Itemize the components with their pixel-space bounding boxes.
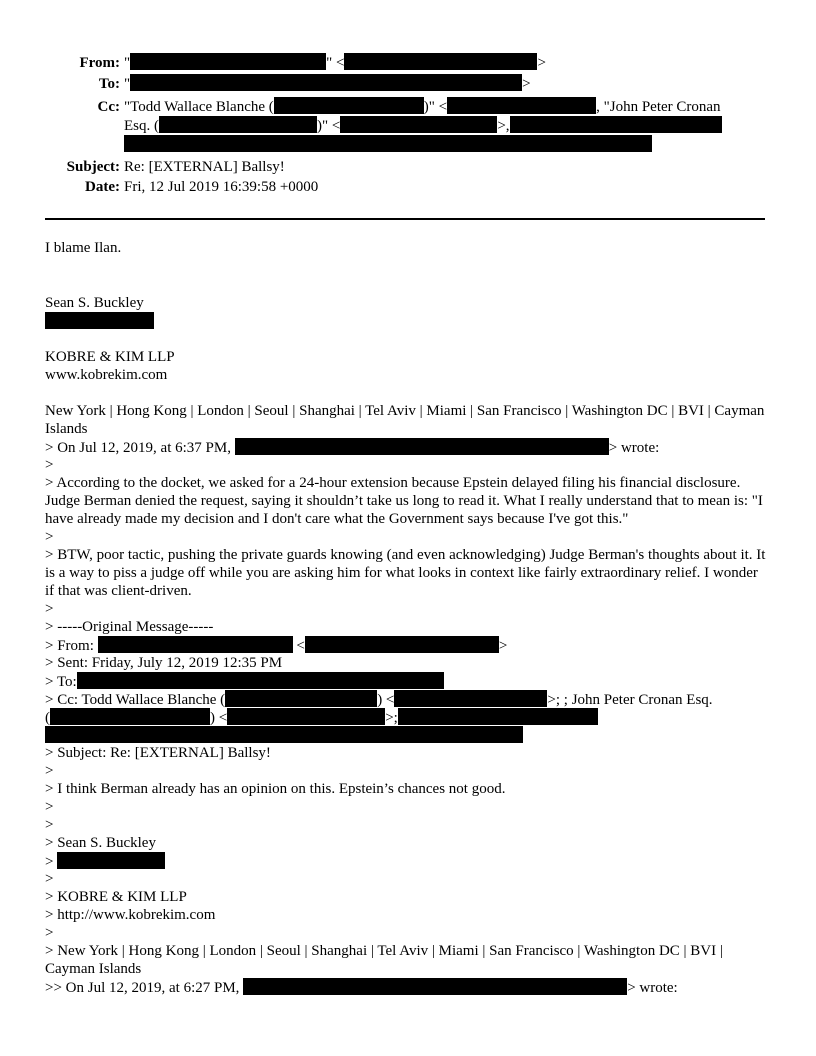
quote-marker: > (45, 871, 54, 887)
redaction-box (130, 53, 326, 70)
quoted-website: > http://www.kobrekim.com (45, 907, 216, 923)
quoted-to: > To: (45, 672, 770, 690)
gt-mark: > (537, 55, 546, 71)
redaction-box (510, 116, 722, 133)
quote-marker: > (45, 817, 54, 833)
firm-website: www.kobrekim.com (45, 367, 168, 383)
quote-mark: " (124, 76, 131, 92)
quoted-cc-2: ( ) < >; (45, 708, 770, 726)
quote-marker: > (45, 925, 54, 941)
redaction-box (340, 116, 497, 133)
cc-row-3 (0, 135, 816, 155)
subject-row (0, 157, 816, 177)
reply-text: I blame Ilan. (45, 240, 122, 256)
cc-paren: )" < (317, 118, 341, 134)
quoted-think: > I think Berman already has an opinion on this. Epstein’s chances not good. (45, 781, 506, 797)
redaction-box (50, 708, 210, 725)
redaction-box (227, 708, 385, 725)
quoted-on-line-2: >> On Jul 12, 2019, at 6:27 PM, > wrote: (45, 980, 678, 996)
signature-name: Sean S. Buckley (45, 295, 144, 311)
subject-value: Re: [EXTERNAL] Ballsy! (124, 159, 285, 175)
from-label: From: (79, 55, 120, 71)
quoted-redacted: > (45, 852, 770, 870)
date-value: Fri, 12 Jul 2019 16:39:58 +0000 (124, 179, 319, 195)
cc-row (0, 97, 816, 117)
quote-marker: > (45, 763, 54, 779)
to-row (0, 74, 816, 94)
redaction-box (274, 97, 424, 114)
from-row (0, 53, 816, 73)
gt-mark: > (522, 76, 531, 92)
redaction-box (124, 135, 652, 152)
date-label: Date: (85, 179, 120, 195)
redaction-box (398, 708, 598, 725)
cc-row-2 (0, 116, 816, 136)
office-list: New York | Hong Kong | London | Seoul | Shanghai | Tel Aviv | Miami | San Francisco | Washington DC | BVI | Cayman Islands (45, 403, 765, 437)
quoted-office-list: > New York | Hong Kong | London | Seoul | Shanghai | Tel Aviv | Miami | San Francisco | Washington DC | BVI | Cayman Islands (45, 943, 723, 977)
redaction-box (159, 116, 317, 133)
cc-gt-comma: >, (497, 118, 510, 134)
cc-name-cronan: , "John Peter Cronan (596, 99, 721, 115)
redaction-box (130, 74, 522, 91)
date-row (0, 177, 816, 197)
redaction-box (394, 690, 547, 707)
btw-paragraph: > BTW, poor tactic, pushing the private guards knowing (and even acknowledging) Judge Berman's thoughts about it. It is a way to piss a judge off while you are asking him for what looks in context like fairly extraordinary relief. I wonder if that was client-driven. (45, 547, 766, 599)
cc-name-blanche: "Todd Wallace Blanche ( (124, 99, 274, 115)
redaction-box (57, 852, 165, 869)
cc-label: Cc: (97, 99, 120, 115)
cc-paren: )" < (423, 99, 448, 115)
redaction-box (225, 690, 377, 707)
quote-marker: > (45, 529, 54, 545)
quote-marker: > (45, 601, 54, 617)
firm-name: KOBRE & KIM LLP (45, 349, 175, 365)
quote-marker: > (45, 799, 54, 815)
redaction-box (235, 438, 609, 455)
redaction-box (243, 978, 627, 995)
quote-mark: " (124, 55, 131, 71)
header-divider (45, 218, 765, 220)
quoted-cc: > Cc: Todd Wallace Blanche ( ) < >; ; John Peter Cronan Esq. (45, 692, 713, 708)
to-label: To: (98, 76, 120, 92)
quoted-subject: > Subject: Re: [EXTERNAL] Ballsy! (45, 745, 271, 761)
original-message-marker: > -----Original Message----- (45, 619, 214, 635)
quoted-firm: > KOBRE & KIM LLP (45, 889, 187, 905)
quoted-on-line: > On Jul 12, 2019, at 6:37 PM, > wrote: (45, 440, 660, 456)
quoted-signature: > Sean S. Buckley (45, 835, 156, 851)
redaction-box (344, 53, 537, 70)
email-body (45, 239, 770, 996)
redaction-box (305, 636, 499, 653)
redaction-box (98, 636, 293, 653)
redaction-box (77, 672, 444, 689)
docket-paragraph: > According to the docket, we asked for a 24-hour extension because Epstein delayed filing his financial disclosure. Judge Berman denied the request, saying it shouldn’t take us long to read it. What I really understand that to mean is: "I have already made my decision and I don't care what the Government says because I've got this." (45, 475, 763, 527)
cc-esq: Esq. ( (124, 118, 159, 134)
quoted-from: > From: < > (45, 638, 508, 654)
redaction-box (45, 312, 154, 329)
subject-label: Subject: (66, 159, 120, 175)
quote-marker: > (45, 457, 54, 473)
quote-lt: " < (326, 55, 345, 71)
redaction-box (447, 97, 596, 114)
redaction-box (45, 726, 523, 743)
quoted-sent: > Sent: Friday, July 12, 2019 12:35 PM (45, 655, 283, 671)
